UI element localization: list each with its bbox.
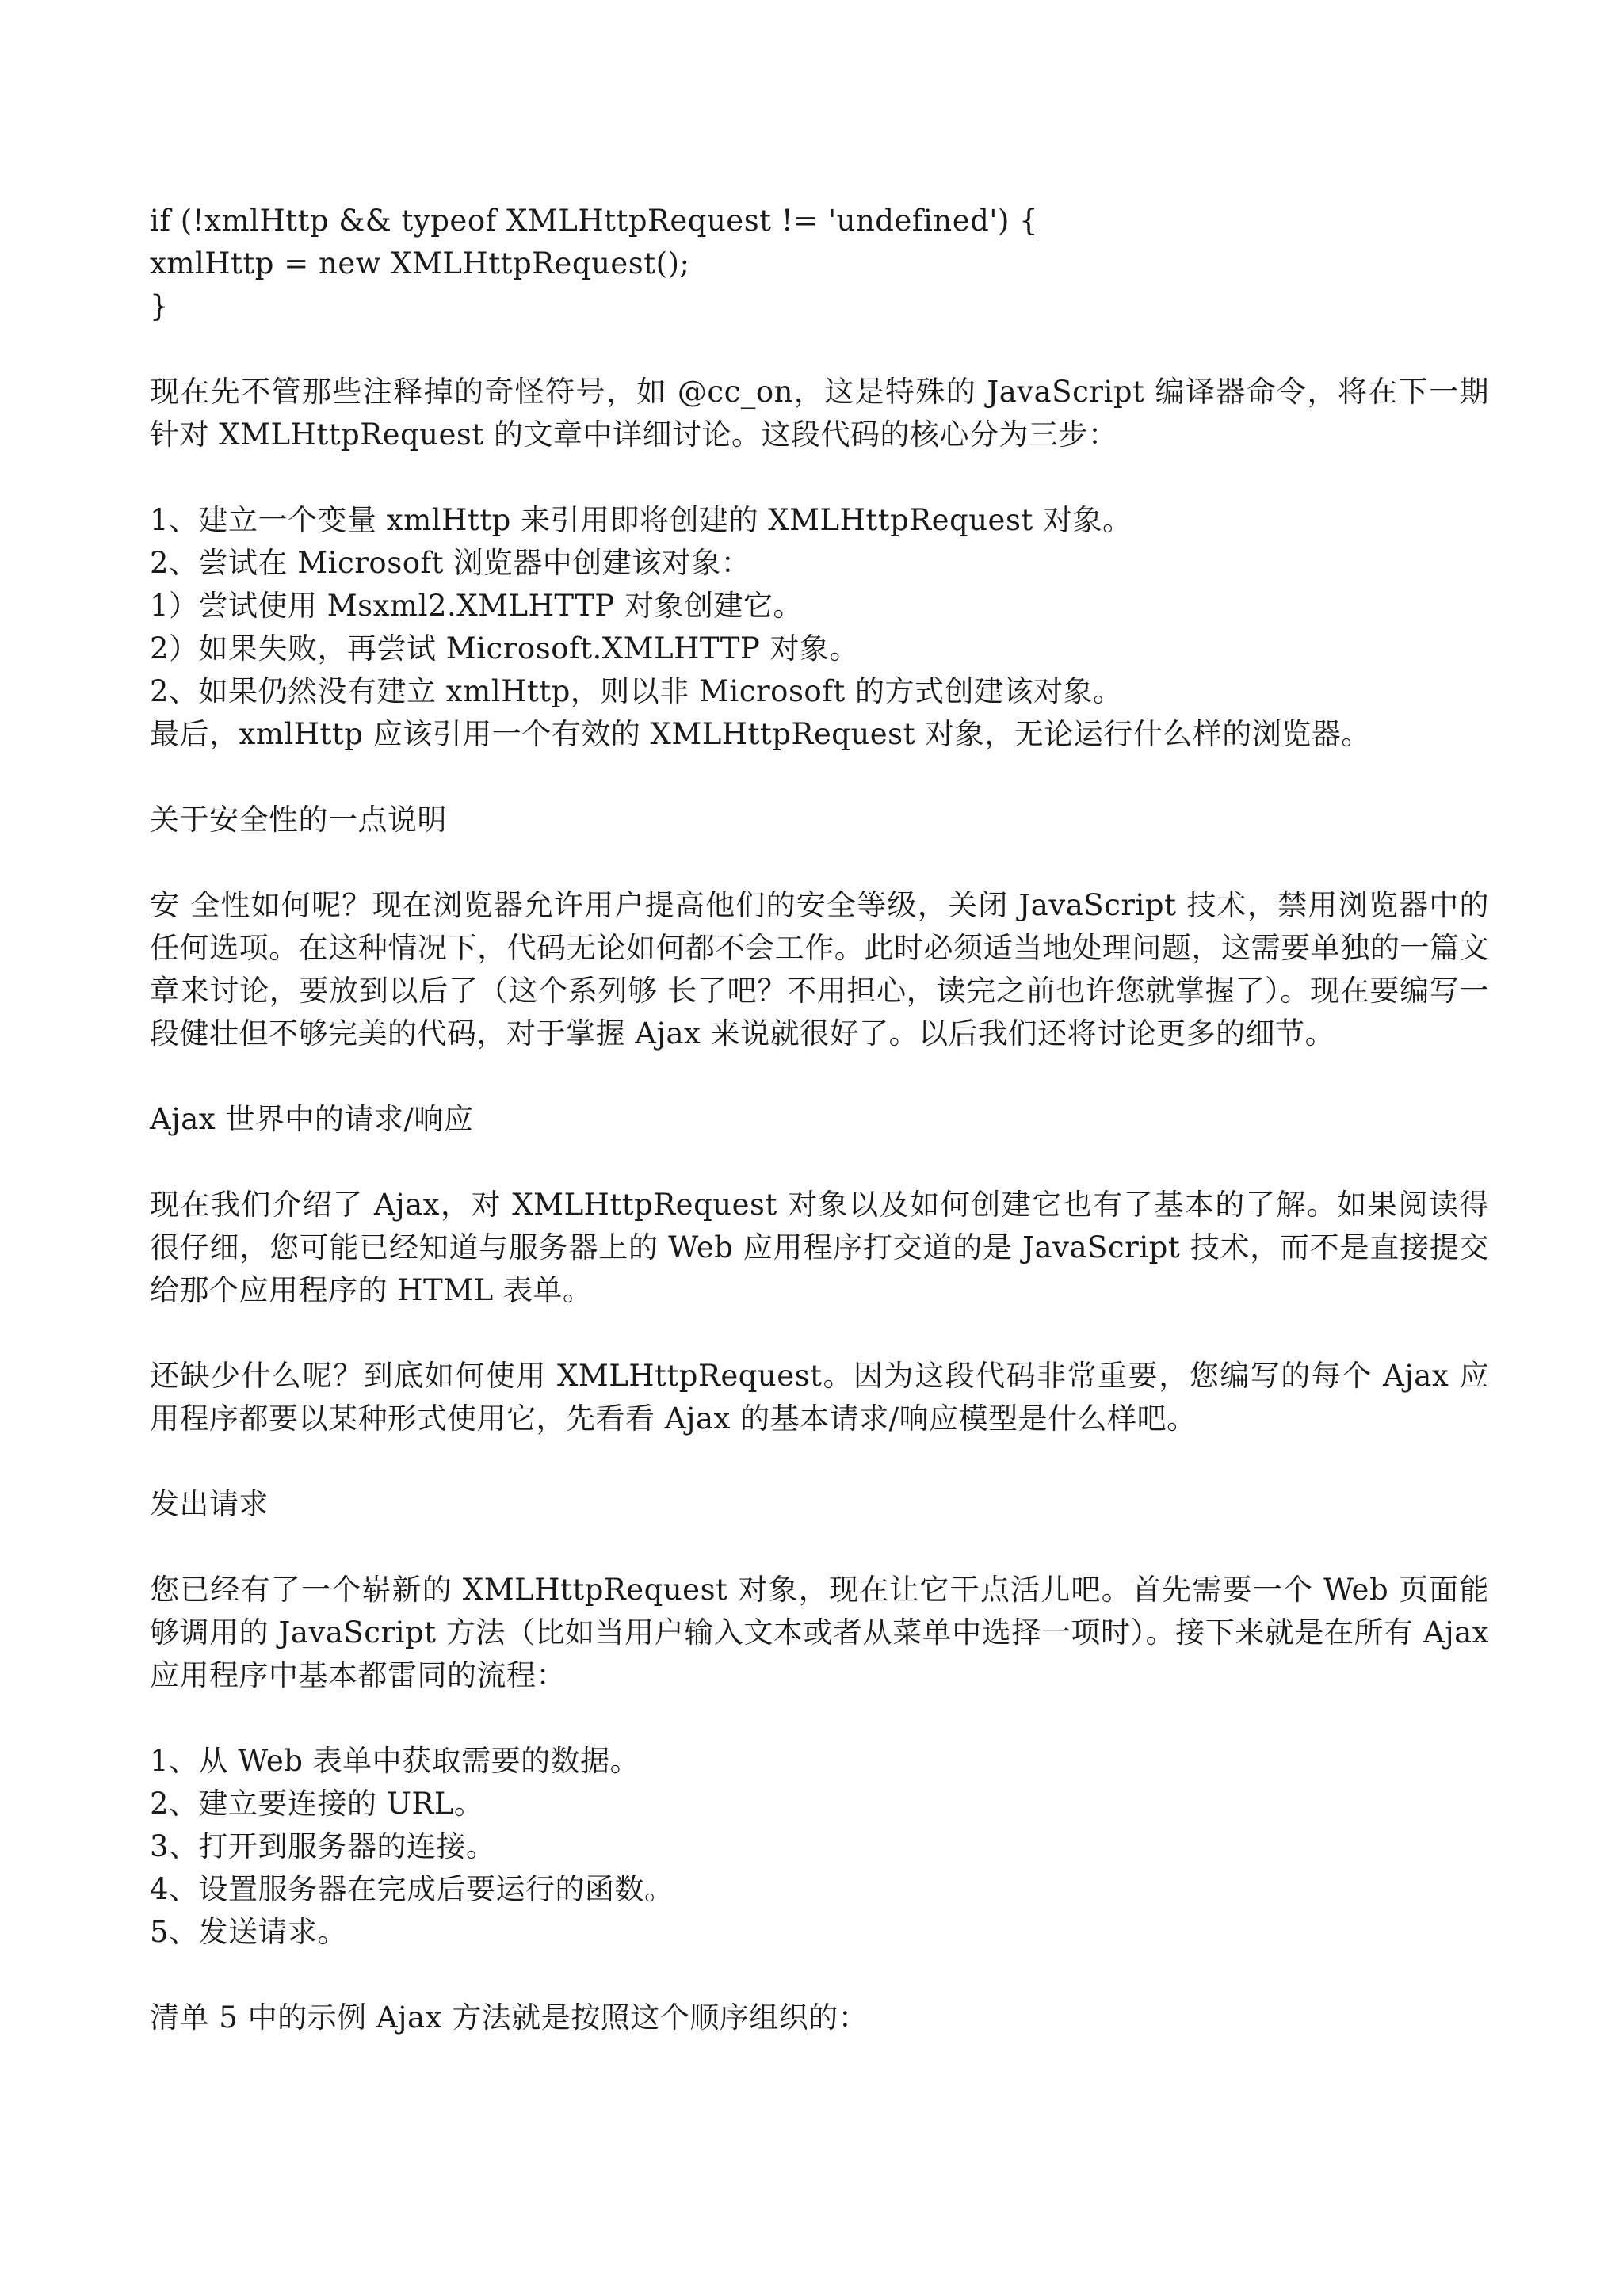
- code-block: [150, 200, 1489, 328]
- flow-steps-list: [150, 1740, 1489, 1954]
- ajax-heading: Ajax 世界中的请求/响应: [150, 1102, 474, 1136]
- list-item: 1）尝试使用 Msxml2.XMLHTTP 对象创建它。: [150, 589, 804, 623]
- ajax-paragraph-1: 现在我们介绍了 Ajax，对 XMLHttpRequest 对象以及如何创建它也有了基本的了解。如果阅读得很仔细，您可能已经知道与服务器上的 Web 应用程序打交道的是 JavaScript 技术，而不是直接提交给那个应用程序的 HTML 表单。: [150, 1188, 1489, 1307]
- list-item: 1、从 Web 表单中获取需要的数据。: [150, 1744, 640, 1778]
- document-page: [150, 200, 1489, 2039]
- list-item: 2）如果失败，再尝试 Microsoft.XMLHTTP 对象。: [150, 631, 860, 666]
- list-item: 5、发送请求。: [150, 1915, 348, 1949]
- list-item: 3、打开到服务器的连接。: [150, 1829, 496, 1863]
- list-item: 4、设置服务器在完成后要运行的函数。: [150, 1872, 674, 1906]
- code-line: }: [150, 289, 170, 323]
- list-item: 2、建立要连接的 URL。: [150, 1787, 484, 1821]
- list-item: 最后，xmlHttp 应该引用一个有效的 XMLHttpRequest 对象，无论运行什么样的浏览器。: [150, 717, 1371, 751]
- list-item: 1、建立一个变量 xmlHttp 来引用即将创建的 XMLHttpRequest 对象。: [150, 503, 1132, 537]
- security-heading: 关于安全性的一点说明: [150, 803, 447, 837]
- ajax-paragraph-2: 还缺少什么呢？到底如何使用 XMLHttpRequest。因为这段代码非常重要，您编写的每个 Ajax 应用程序都要以某种形式使用它，先看看 Ajax 的基本请求/响应模型是什么样吧。: [150, 1359, 1489, 1436]
- request-heading: 发出请求: [150, 1487, 269, 1521]
- closing-line: 清单 5 中的示例 Ajax 方法就是按照这个顺序组织的：: [150, 2000, 869, 2035]
- security-paragraph: 安 全性如何呢？现在浏览器允许用户提高他们的安全等级，关闭 JavaScript 技术，禁用浏览器中的任何选项。在这种情况下，代码无论如何都不会工作。此时必须适当地处理问题，这需要单独的一篇文章来讨论，要放到以后了（这个系列够 长了吧？不用担心，读完之前也许您就掌握了）。现在要编写一段健壮但不够完美的代码，对于掌握 Ajax 来说就很好了。以后我们还将讨论更多的细节。: [150, 888, 1489, 1051]
- intro-paragraph: 现在先不管那些注释掉的奇怪符号，如 @cc_on，这是特殊的 JavaScript 编译器命令，将在下一期针对 XMLHttpRequest 的文章中详细讨论。这段代码的核心分为三步：: [150, 375, 1489, 452]
- list-item: 2、尝试在 Microsoft 浏览器中创建该对象：: [150, 546, 751, 580]
- steps-list: [150, 499, 1489, 756]
- code-line: xmlHttp = new XMLHttpRequest();: [150, 246, 690, 280]
- list-item: 2、如果仍然没有建立 xmlHttp，则以非 Microsoft 的方式创建该对象。: [150, 674, 1123, 708]
- code-line: if (!xmlHttp && typeof XMLHttpRequest != 'undefined') {: [150, 204, 1039, 238]
- request-paragraph: 您已经有了一个崭新的 XMLHttpRequest 对象，现在让它干点活儿吧。首先需要一个 Web 页面能够调用的 JavaScript 方法（比如当用户输入文本或者从菜单中选择一项时）。接下来就是在所有 Ajax 应用程序中基本都雷同的流程：: [150, 1573, 1489, 1692]
